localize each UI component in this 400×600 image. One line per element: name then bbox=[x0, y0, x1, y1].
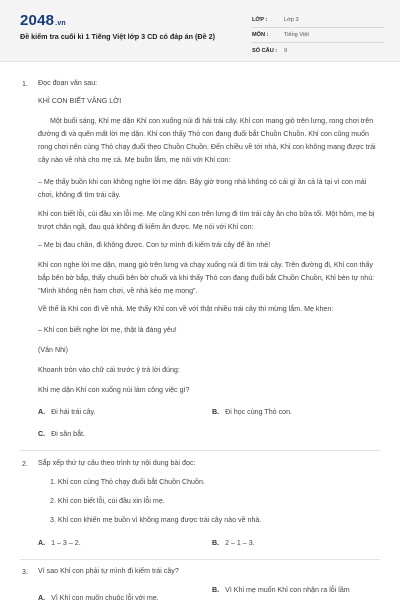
question-list bbox=[0, 62, 400, 600]
meta-label: SỐ CÂU : bbox=[252, 47, 278, 54]
answer-option-a[interactable] bbox=[38, 406, 198, 419]
story-paragraph: Một buổi sáng, Khỉ mẹ dặn Khỉ con xuống núi đi hái trái cây. Khỉ con mang giỏ trên lưng, rong chơi trên đường đi và quên mất lời mẹ dặn. Khỉ con thấy Thỏ con đang đuổi bắt Chuồn Chuồn. Khỉ con cũng muốn rong chơi nên cùng Thỏ chạy đuổi theo Chuồn Chuồn. Đến chiều về tới nhà, Khỉ con không mang được trái cây nào về nhà cho mẹ cả. Mẹ buồn lắm, mẹ nói với Khỉ con: bbox=[38, 117, 376, 164]
ordering-item: 2. Khỉ con biết lỗi, cúi đầu xin lỗi mẹ. bbox=[50, 497, 165, 505]
meta-value: Tiếng Việt bbox=[284, 32, 309, 38]
answer-option-c[interactable] bbox=[38, 428, 198, 441]
option-letter: B. bbox=[212, 539, 220, 547]
meta-value: Lớp 3 bbox=[284, 17, 299, 23]
meta-row-subject bbox=[252, 28, 384, 43]
ordering-item: 1. Khỉ con cùng Thỏ chạy đuổi bắt Chuồn Chuồn. bbox=[50, 478, 205, 486]
meta-row-class bbox=[252, 13, 384, 28]
exam-meta bbox=[252, 13, 384, 58]
option-text: 1 – 3 – 2. bbox=[51, 539, 81, 547]
logo-tld: .vn bbox=[55, 20, 66, 27]
instruction: Khoanh tròn vào chữ cái trước ý trả lời đúng: bbox=[38, 366, 180, 374]
question-prompt: Sắp xếp thứ tự câu theo trình tự nội dung bài đọc: bbox=[38, 459, 196, 467]
story-paragraph: Về thế là Khỉ con đi về nhà. Mẹ thấy Khỉ con về với thật nhiều trái cây thì mừng lắm. Mẹ khen: bbox=[38, 305, 334, 313]
option-text: 2 – 1 – 3. bbox=[225, 539, 255, 547]
option-letter: B. bbox=[212, 586, 220, 594]
answer-option-b[interactable] bbox=[212, 537, 382, 550]
question-text: Khỉ mẹ dặn Khỉ con xuống núi làm công việc gì? bbox=[38, 386, 190, 394]
option-text: Đi hái trái cây. bbox=[51, 408, 96, 416]
story-paragraph: – Khỉ con biết nghe lời mẹ, thật là đáng yêu! bbox=[38, 326, 177, 334]
question-number: 1. bbox=[22, 80, 28, 88]
option-text: Đi học cùng Thỏ con. bbox=[225, 408, 292, 416]
story-source: (Vân Nhi) bbox=[38, 346, 68, 354]
question-divider bbox=[20, 559, 380, 560]
meta-label: LỚP : bbox=[252, 17, 268, 23]
question-prompt: Vì sao Khỉ con phải tự mình đi kiếm trái cây? bbox=[38, 567, 179, 575]
question-divider bbox=[20, 450, 380, 451]
logo-text: 2048 bbox=[20, 12, 55, 29]
meta-label: MÔN : bbox=[252, 32, 269, 38]
question-number: 3. bbox=[22, 568, 28, 576]
answer-option-a[interactable] bbox=[38, 537, 198, 550]
meta-row-count bbox=[252, 43, 384, 58]
option-letter: A. bbox=[38, 408, 46, 416]
story-paragraph: – Mẹ bị đau chân, đi không được. Con tự mình đi kiếm trái cây để ăn nhé! bbox=[38, 241, 271, 249]
answer-option-b[interactable] bbox=[212, 584, 382, 597]
story-title: KHỈ CON BIẾT VÂNG LỜI bbox=[38, 97, 122, 105]
option-letter: A. bbox=[38, 539, 46, 547]
option-letter: C. bbox=[38, 430, 46, 438]
option-text: Vì Khỉ mẹ muốn Khỉ con nhận ra lỗi lầm bbox=[225, 586, 350, 594]
story-paragraph: – Mẹ thấy buồn khi con không nghe lời mẹ dặn. Bây giờ trong nhà không có cái gì ăn cả là tại vì con mải chơi, không đi tìm trái cây. bbox=[38, 178, 367, 199]
exam-title: Đề kiểm tra cuối kì 1 Tiếng Việt lớp 3 CD có đáp án (Đề 2) bbox=[20, 32, 215, 41]
option-letter: B. bbox=[212, 408, 220, 416]
answer-option-b[interactable] bbox=[212, 406, 382, 419]
question-number: 2. bbox=[22, 460, 28, 468]
story-paragraph: Khỉ con nghe lời mẹ dặn, mang giỏ trên lưng và chạy xuống núi đi tìm trái cây. Trên đường đi, Khỉ con thấy bắp bên bờ bắp, thấy chuối bên bờ chuối và khi thấy Thỏ con đang đuổi bắt Chuồn Chuồn, Khỉ bèn tự nhủ: "Mình không nên ham chơi, về nhà kẻo mẹ mong". bbox=[38, 261, 375, 295]
option-text: Đi săn bắt. bbox=[51, 430, 86, 438]
option-text: Vì Khỉ con muốn chuộc lỗi với mẹ. bbox=[51, 594, 159, 600]
option-letter: A. bbox=[38, 594, 46, 600]
answer-option-a[interactable] bbox=[38, 592, 208, 600]
ordering-item: 3. Khỉ con khiến mẹ buồn vì không mang được trái cây nào về nhà. bbox=[50, 516, 262, 524]
meta-value: 9 bbox=[284, 47, 288, 54]
page-header bbox=[0, 0, 400, 62]
site-logo[interactable] bbox=[20, 12, 66, 29]
story-paragraph: Khỉ con biết lỗi, cúi đầu xin lỗi mẹ. Mẹ cũng Khỉ con trên lưng đi tìm trái cây ăn cho bữa tối. Một hôm, mẹ bị trượt chân ngã, đau quá không đi kiếm ăn được. Mẹ nói với Khỉ con: bbox=[38, 210, 375, 231]
question-prompt: Đọc đoạn văn sau: bbox=[38, 79, 98, 87]
